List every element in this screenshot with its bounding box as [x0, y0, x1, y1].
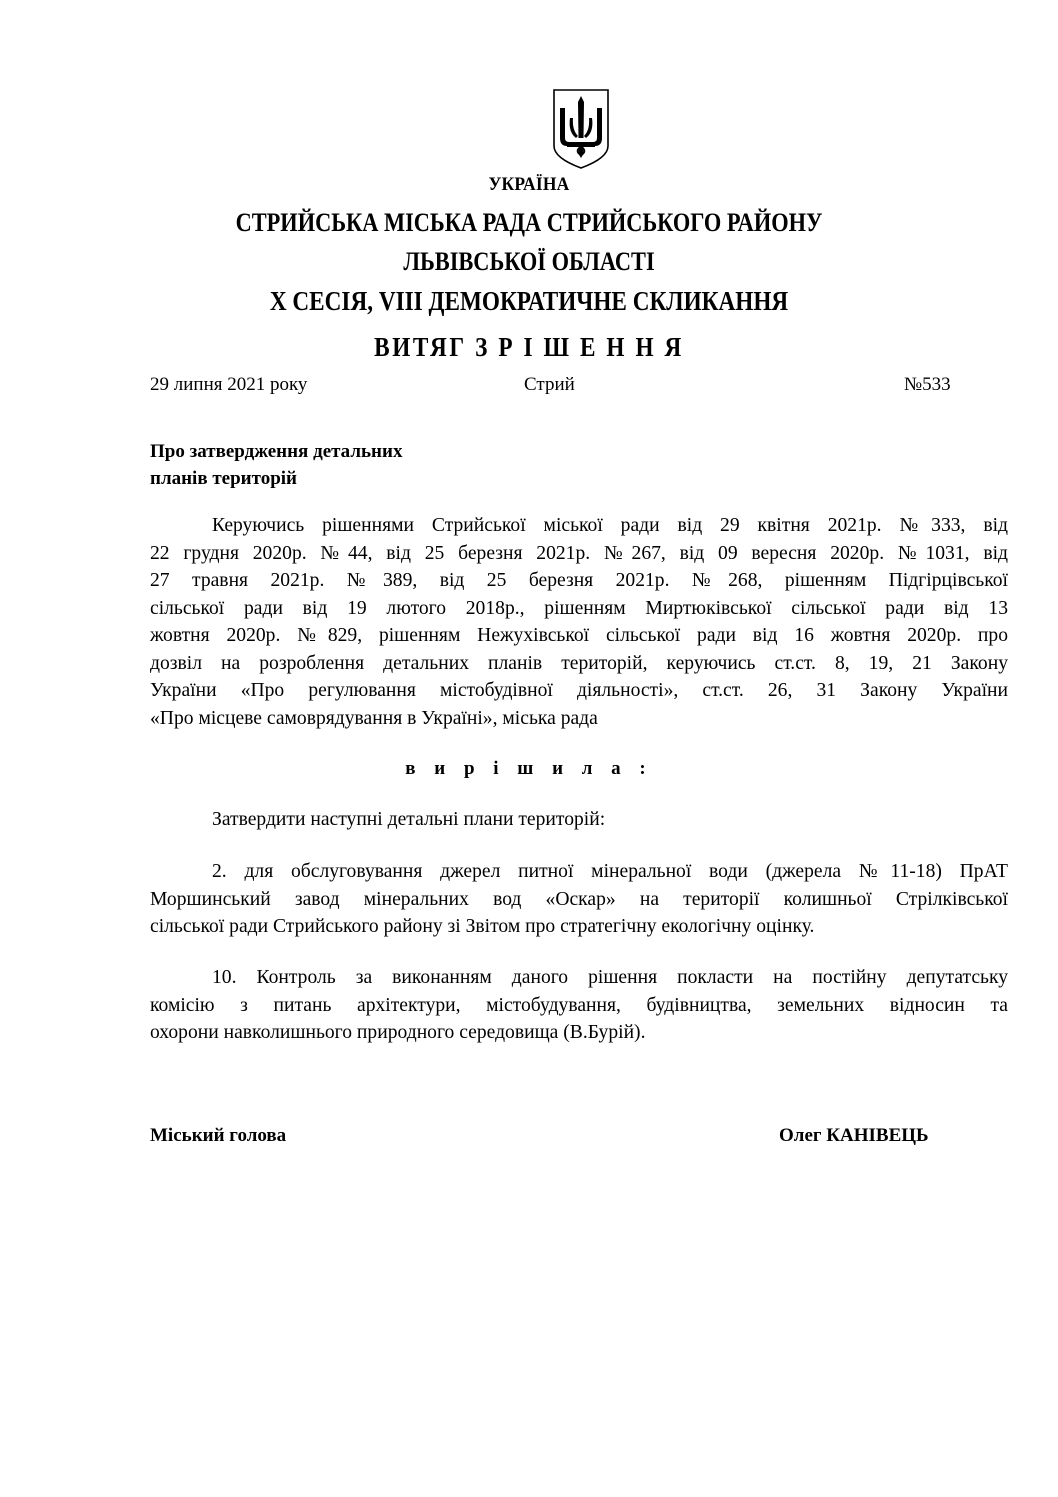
paragraph-line: Керуючись рішеннями Стрийської міської ради від 29 квітня 2021р. №333, від: [212, 515, 1008, 536]
paragraph-line: сільської ради Стрийського району зі Звітом про стратегічну екологічну оцінку.: [150, 916, 815, 937]
paragraph-line: дозвіл на розроблення детальних планів територій, керуючись ст.ст. 8, 19, 21 Закону: [150, 652, 1008, 674]
paragraph-line: сільської ради від 19 лютого 2018р., рішенням Миртюківської сільської ради від 13: [150, 597, 1008, 619]
paragraph-line: 10. Контроль за виконанням даного рішення покласти на постійну депутатську: [212, 967, 1008, 988]
approve-statement: Затвердити наступні детальні плани територій:: [212, 809, 606, 830]
paragraph-line: 22 грудня 2020р. №44, від 25 березня 2021р. №267, від 09 вересня 2020р. №1031, від: [150, 542, 1008, 564]
resolved-heading: в и р і ш и л а :: [405, 758, 653, 779]
paragraph-line: Моршинський завод мінеральних вод «Оскар» на території колишньої Стрілківської: [150, 888, 1008, 910]
decision-number: №533: [904, 374, 951, 395]
subject-line: планів територій: [150, 468, 297, 489]
paragraph-line: України «Про регулювання містобудівної діяльності», ст.ст. 26, 31 Закону України: [150, 680, 1008, 701]
item-2-paragraph: [150, 858, 1008, 941]
subject-line: Про затвердження детальних: [150, 441, 403, 462]
country-name: УКРАЇНА: [488, 174, 570, 195]
paragraph-line: жовтня 2020р. №829, рішенням Нежухівської сільської ради від 16 жовтня 2020р. про: [150, 625, 1008, 646]
trident-coat-of-arms-icon: [552, 88, 610, 170]
signatory-name: Олег КАНІВЕЦЬ: [779, 1125, 929, 1146]
paragraph-line: охорони навколишнього природного середовища (В.Бурій).: [150, 1022, 646, 1043]
council-title: СТРИЙСЬКА МІСЬКА РАДА СТРИЙСЬКОГО РАЙОНУ: [235, 208, 823, 237]
preamble-paragraph: [150, 512, 1008, 732]
paragraph-line: 2. для обслуговування джерел питної мінеральної води (джерела №11-18) ПрАТ: [212, 861, 1008, 882]
signatory-title: Міський голова: [150, 1125, 287, 1146]
document-type-title: ВИТЯГ З Р І Ш Е Н Н Я: [374, 332, 684, 362]
decision-city: Стрий: [524, 374, 575, 395]
oblast-title: ЛЬВІВСЬКОЇ ОБЛАСТІ: [403, 247, 655, 276]
decision-date: 29 липня 2021 року: [150, 374, 308, 395]
paragraph-line: 27 травня 2021р. №389, від 25 березня 2021р. №268, рішенням Підгірцівської: [150, 570, 1008, 591]
session-title: X СЕСІЯ, VIII ДЕМОКРАТИЧНЕ СКЛИКАННЯ: [269, 286, 789, 316]
paragraph-line: «Про місцеве самоврядування в Україні», міська рада: [150, 707, 598, 729]
paragraph-line: комісію з питань архітектури, містобудування, будівництва, земельних відносин та: [150, 994, 1008, 1016]
item-10-paragraph: [150, 964, 1008, 1047]
decision-subject: [150, 438, 550, 492]
